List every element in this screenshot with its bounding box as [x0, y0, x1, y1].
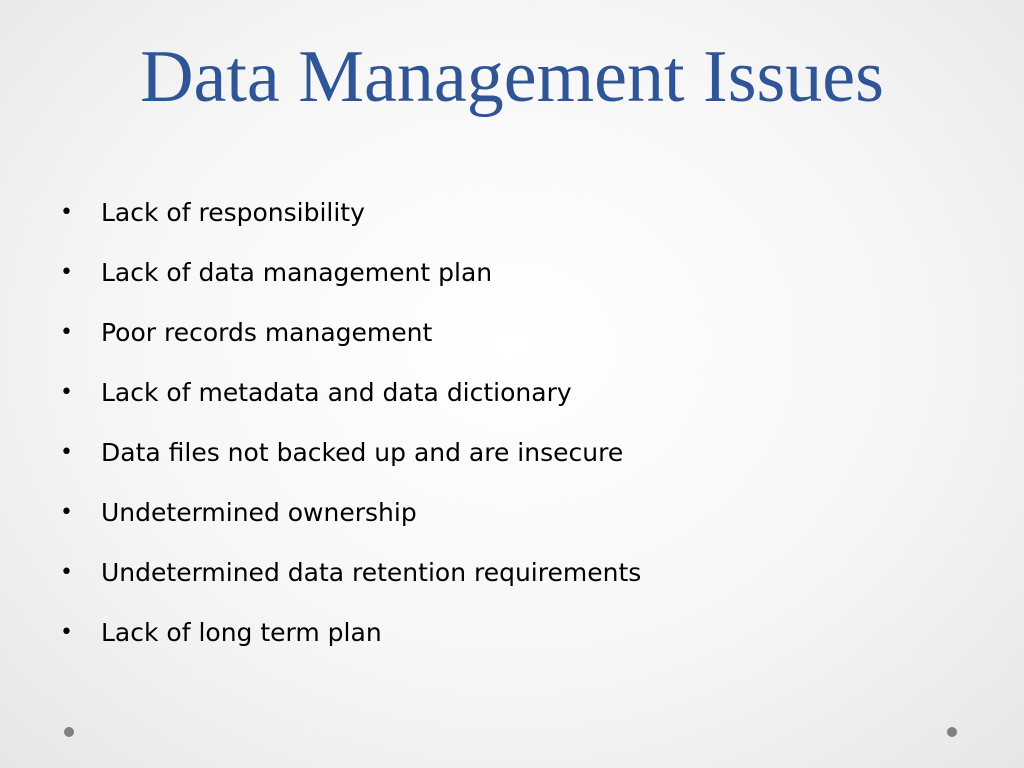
- bullet-icon: •: [60, 320, 73, 345]
- bullet-icon: •: [60, 560, 73, 585]
- bullet-text: Undetermined data retention requirements: [101, 558, 642, 587]
- bullet-icon: •: [60, 200, 73, 225]
- bullet-text: Data files not backed up and are insecure: [101, 438, 624, 467]
- corner-dot-icon: [947, 727, 957, 737]
- bullet-text: Undetermined ownership: [101, 498, 417, 527]
- bullet-text: Lack of metadata and data dictionary: [101, 378, 572, 407]
- bullet-icon: •: [60, 440, 73, 465]
- bullet-text: Lack of long term plan: [101, 618, 382, 647]
- slide-title: Data Management Issues: [140, 36, 884, 118]
- corner-dot-icon: [64, 727, 74, 737]
- bullet-text: Lack of data management plan: [101, 258, 493, 287]
- bullet-icon: •: [60, 620, 73, 645]
- bullet-text: Lack of responsibility: [101, 198, 365, 227]
- bullet-icon: •: [60, 380, 73, 405]
- bullet-icon: •: [60, 260, 73, 285]
- bullet-icon: •: [60, 500, 73, 525]
- bullet-text: Poor records management: [101, 318, 433, 347]
